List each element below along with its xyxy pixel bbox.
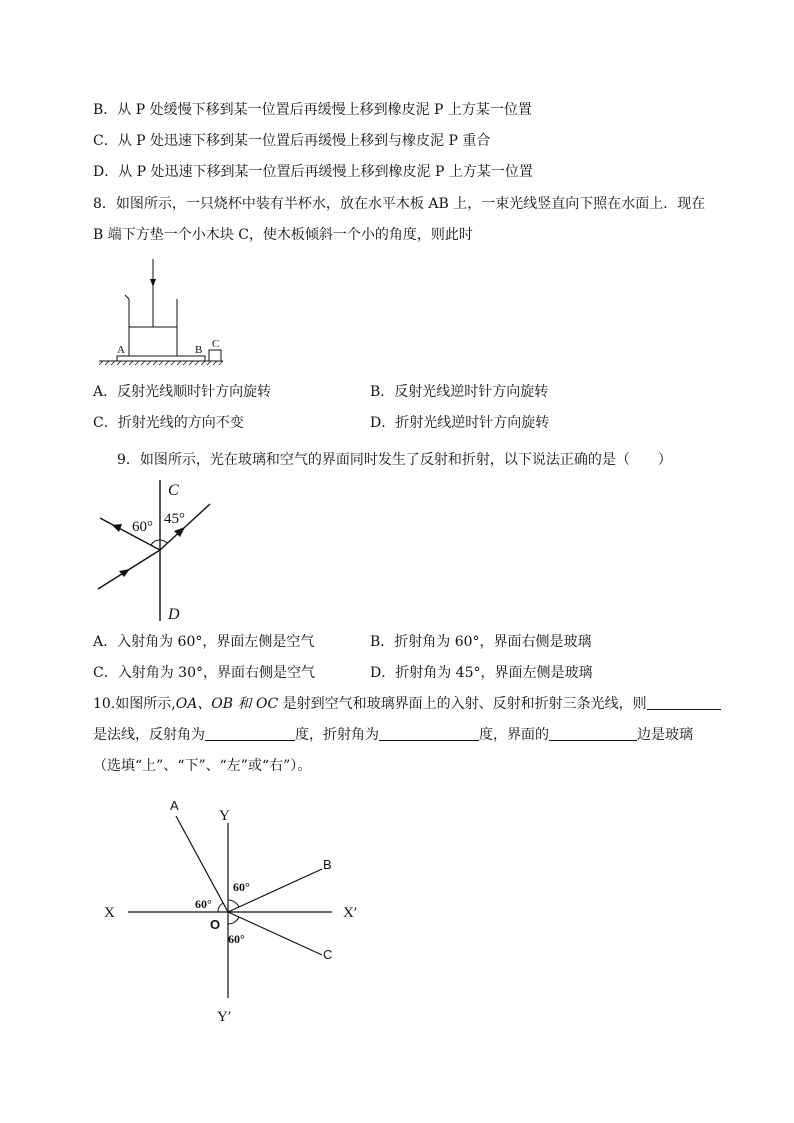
ground-hatching (99, 361, 223, 365)
q10-rays-label: OA、OB 和 OC (175, 696, 279, 712)
arrow-icon (119, 569, 130, 577)
q8-option-d: D．折射光线逆时针方向旋转 (370, 415, 550, 431)
q10-stem-part5: 度，界面的 (479, 727, 549, 743)
angle-60-left-label: 60° (195, 897, 212, 911)
q9-option-d: D．折射角为 45°，界面左侧是玻璃 (370, 665, 593, 681)
q9-option-b: B．折射角为 60°，界面右侧是玻璃 (370, 634, 592, 650)
q10-stem-line1 (93, 695, 721, 713)
label-c: C (168, 482, 179, 499)
q10-stem-part1: 10.如图所示, (93, 696, 176, 712)
label-c: C (212, 338, 220, 350)
angle-60-top-label: 60° (233, 880, 250, 894)
q9-figure (90, 478, 230, 623)
answer-blank-glass-side[interactable] (549, 726, 637, 741)
q8-option-a: A．反射光线顺时针方向旋转 (93, 384, 272, 400)
block-c (209, 350, 221, 361)
angle-60-bottom-label: 60° (228, 932, 245, 946)
label-o: O (210, 917, 221, 932)
label-y-prime: Y′ (217, 1009, 232, 1025)
label-a: A (170, 798, 179, 813)
label-x-prime: X′ (343, 905, 358, 921)
q8-figure (95, 255, 245, 370)
arrow-icon (112, 524, 122, 532)
q7-option-b: B．从 P 处缓慢下移到某一位置后再缓慢上移到橡皮泥 P 上方某一位置 (93, 102, 532, 118)
q10-stem-part4: 度，折射角为 (295, 727, 379, 743)
q7-option-c: C．从 P 处迅速下移到某一位置后再缓慢上移到与橡皮泥 P 重合 (93, 133, 491, 149)
q8-option-b: B．反射光线逆时针方向旋转 (370, 384, 549, 400)
label-b: B (323, 857, 332, 872)
label-c: C (323, 947, 333, 962)
q8-stem-line2: B 端下方垫一个小木块 C，使木板倾斜一个小的角度，则此时 (93, 227, 473, 243)
q10-stem-part2: 是射到空气和玻璃界面上的入射、反射和折射三条光线，则 (278, 696, 647, 712)
q8-option-c: C．折射光线的方向不变 (93, 415, 244, 431)
answer-blank-normal[interactable] (647, 695, 721, 710)
q9-option-a: A．入射角为 60°，界面左侧是空气 (93, 634, 315, 650)
q9-stem: 9．如图所示，光在玻璃和空气的界面同时发生了反射和折射，以下说法正确的是（ ） (117, 452, 672, 468)
q10-figure (100, 793, 370, 1028)
label-x: X (104, 905, 115, 921)
q9-option-c: C．入射角为 30°，界面右侧是空气 (93, 665, 315, 681)
label-b: B (195, 344, 203, 356)
angle-45-label: 45° (164, 511, 185, 527)
board-ab (117, 356, 205, 361)
q10-stem-part3: 是法线，反射角为 (93, 727, 205, 743)
answer-blank-reflection-angle[interactable] (205, 726, 295, 741)
label-d: D (168, 606, 180, 623)
arrow-icon (150, 279, 156, 287)
label-y: Y (219, 808, 230, 824)
angle-60-label: 60° (132, 519, 153, 535)
q10-stem-line2 (93, 726, 693, 744)
q7-option-d: D．从 P 处迅速下移到某一位置后再缓慢上移到橡皮泥 P 上方某一位置 (93, 164, 533, 180)
answer-blank-refraction-angle[interactable] (379, 726, 479, 741)
q8-stem-line1: 8．如图所示，一只烧杯中装有半杯水，放在水平木板 AB 上，一束光线竖直向下照在水面上．现在 (93, 196, 706, 212)
label-a: A (117, 344, 125, 356)
q10-stem-line3: （选填“上”、“下”、“左”或“右”）。 (93, 758, 312, 774)
q10-stem-part6: 边是玻璃 (637, 727, 693, 743)
